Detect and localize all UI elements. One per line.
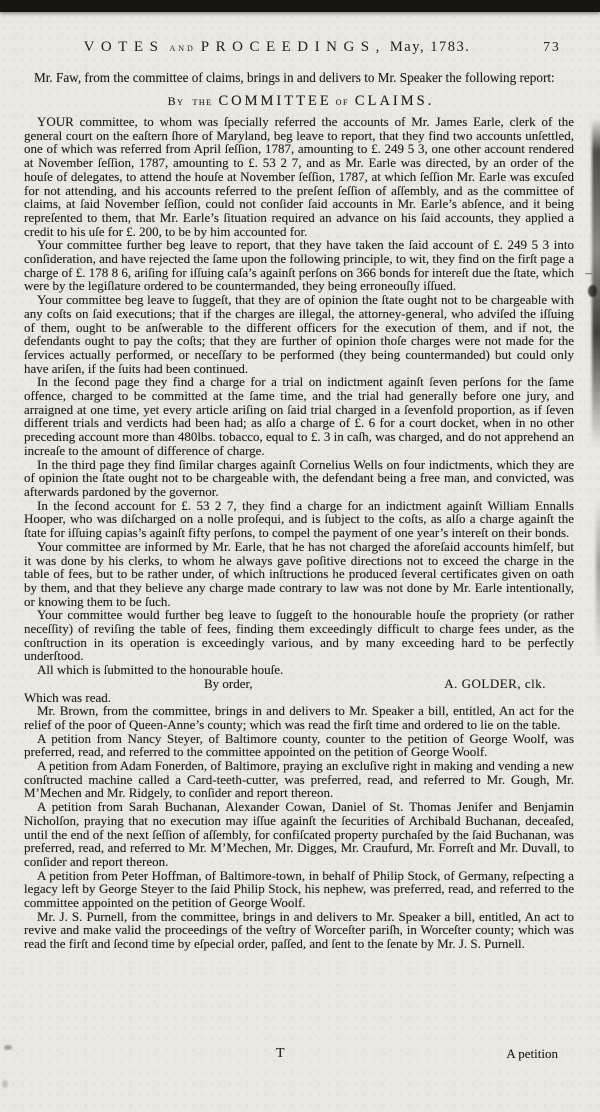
scan-right-edge (592, 118, 600, 448)
by-order-label: By order, (204, 675, 253, 691)
margin-dash-mark: – (585, 265, 592, 280)
report-paragraph: All which is ſubmitted to the honourable houſe. (37, 662, 284, 678)
report-paragraph: Your committee are informed by Mr. Earle, that he has not charged the aforeſaid accounts himſelf, but it was done by his clerks, to whom he always gave poſitive directions not to exceed the charge in the table of fees, but to be rather under, of which inſtructions he produced ſeveral certificates given on oath by them, and that they believe any charge made contrary to law was not done by Mr. Earle intentionally, or knowing them to be ſuch. (24, 538, 574, 609)
report-paragraph: Your committee beg leave to ſuggeſt, that they are of opinion the ſtate ought not to be chargeable with any coſts on ſaid executions; that if the charges are illegal, the attorney-general, who adviſed the iſſuing of them, ought to be anſwerable to the different officers for the execution of them, and if not, the defendants ought to pay the coſts; that they are further of opinion thoſe charges were not made for the ſervices actually performed, or neceſſary to be performed (they being countermanded) but could only have ariſen, if the ſuits had been continued. (24, 292, 574, 376)
report-paragraph: Your committee further beg leave to report, that they have taken the ſaid account of £. 249 5 3 into conſideration, and have rejected the ſame upon the following principle, to wit, they find on the firſt page a charge of £. 178 8 6, ariſing for iſſuing caſa’s againſt perſons on 366 bonds for intereſt due the ſtate, which were by the legiſlature ordered to be countermanded, they being erroneouſly iſſued. (24, 237, 574, 294)
report-heading-of: of (335, 94, 349, 108)
report-paragraph: YOUR committee, to whom was ſpecially referred the accounts of Mr. James Earle, clerk of the general court on the eaſtern ſhore of Maryland, beg leave to report, that they find two accounts unſettled, one of which was referred from April ſeſſion, 1787, amounting to £. 249 5 3, one other account rendered at November ſeſſion, 1787, amounting to £. 53 2 7, and as Mr. Earle was directed, by an order of the houſe of delegates, to attend the houſe at November ſeſſion, 1787, at which ſeſſion Mr. Earle was excuſed for not attending, and his accounts referred to the preſent ſeſſion of aſſembly, and as the committee of claims, at ſaid November ſeſſion, could not conſider ſaid accounts in Mr. Earle’s abſence, and it being repreſented to them, that Mr. Earle’s ſituation required an advance on his ſaid accounts, they applied a credit to his uſe for £. 200, to be by him accounted for. (24, 114, 574, 239)
proceedings-paragraph: A petition from Adam Fonerden, of Baltimore, praying an excluſive right in making and vending a new conſtructed machine called a Card-teeth-cutter, was preferred, read, and referred to Mr. Gough, Mr. M’Mechen and Mr. Ridgely, to conſider and report thereon. (24, 758, 574, 801)
report-heading-the: the (192, 94, 213, 108)
catchword: A petition (506, 1046, 558, 1061)
proceedings-paragraph: Which was read. (24, 689, 111, 705)
report-heading-by: By (167, 94, 185, 108)
page-content (24, 38, 592, 952)
running-title-and: and (169, 40, 196, 54)
report-paragraph: In the ſecond page they find a charge for a trial on indictment againſt ſeven perſons for the ſame offence, charged to be committed at the ſame time, and the trial had generally before one jury, and arraigned at one time, yet every article ariſing on ſaid trial charged in a ſevenfold proportion, as if ſeven different trials and verdicts had been had; as alſo a charge of £. 6 for a court docket, when in no other preceding account more than 480lbs. tobacco, equal to £. 3 in caſh, was charged, and do not apprehend an increaſe to the amount of difference of charge. (24, 374, 574, 458)
paper-speck (2, 1080, 8, 1088)
scan-right-edge-lower (596, 500, 600, 660)
clerk-signature: A. GOLDER, clk. (444, 675, 546, 691)
proceedings-paragraph: A petition from Sarah Buchanan, Alexander Cowan, Daniel of St. Thomas Jenifer and Benjamin Nicholſon, praying that no execution may iſſue againſt the ſecurities of Archibald Buchanan, deceaſed, until the end of the next ſeſſion of aſſembly, for confiſcated property purchaſed by the ſaid Buchanan, was preferred, read, and referred to Mr. M’Mechen, Mr. Digges, Mr. Craufurd, Mr. Forreſt and Mr. Duvall, to conſider and report thereon. (24, 799, 574, 869)
report-heading (24, 93, 574, 110)
proceedings-paragraph: A petition from Nancy Steyer, of Baltimore county, counter to the petition of George Woolf, was preferred, read, and referred to the committee appointed on the petition of George Woolf. (24, 730, 574, 760)
report-paragraph: In the ſecond account for £. 53 2 7, they find a charge for an indictment againſt William Ennalls Hooper, who was diſcharged on a nolle proſequi, and is ſubject to the coſts, as alſo a charge againſt the ſtate for iſſuing capias’s againſt fifty perſons, to compel the payment of one year’s intereſt on their bonds. (24, 497, 574, 541)
report-paragraph: In the third page they find ſimilar charges againſt Cornelius Wells on four indictments, which they are of opinion the ſtate ought not to be chargeable with, the defendant being a free man, and convicted, was afterwards pardoned by the governor. (24, 456, 574, 499)
page-footer (0, 1046, 600, 1066)
intro-paragraph: Mr. Faw, from the committee of claims, brings in and delivers to Mr. Speaker the following report: (34, 70, 555, 85)
scan-top-edge (0, 0, 600, 12)
by-order-row (24, 677, 574, 691)
proceedings-paragraph: A petition from Peter Hoffman, of Baltimore-town, in behalf of Philip Stock, of Germany, reſpecting a legacy left by George Steyer to the ſaid Philip Stock, his nephew, was preferred, read, and referred to the committee appointed on the petition of George Woolf. (24, 867, 574, 911)
paper-speck (588, 285, 597, 297)
signature-mark: T (276, 1046, 285, 1061)
report-heading-claims: CLAIMS. (354, 93, 435, 109)
page-number: 73 (543, 39, 561, 54)
report-paragraph: Your committee would further beg leave to ſuggeſt to the honourable houſe the propriety (or rather neceſſity) of reviſing the table of fees, finding them exceedingly difficult to charge fees under, as the conſtruction in its operation is exceedingly various, and by many exceeding hard to be perfectly underſtood. (24, 607, 574, 664)
running-title-date: May, 1783. (389, 39, 471, 55)
running-title-proceedings: PROCEEDINGS, (200, 39, 386, 55)
report-heading-committee: COMMITTEE (218, 93, 332, 109)
running-title-votes: VOTES (83, 39, 165, 55)
page-header (24, 38, 574, 56)
running-title (24, 38, 530, 56)
proceedings-paragraph: Mr. J. S. Purnell, from the committee, brings in and delivers to Mr. Speaker a bill, entitled, An act to revive and make valid the proceedings of the veſtry of Worceſter pariſh, in Worceſter county; which was read the firſt and ſecond time by eſpecial order, paſſed, and ſent to the ſenate by Mr. J. S. Purnell. (24, 908, 574, 952)
proceedings-paragraph: Mr. Brown, from the committee, brings in and delivers to Mr. Speaker a bill, entitled, An act for the relief of the poor of Queen-Anne’s county; which was read the firſt time and ordered to lie on the table. (24, 703, 574, 732)
